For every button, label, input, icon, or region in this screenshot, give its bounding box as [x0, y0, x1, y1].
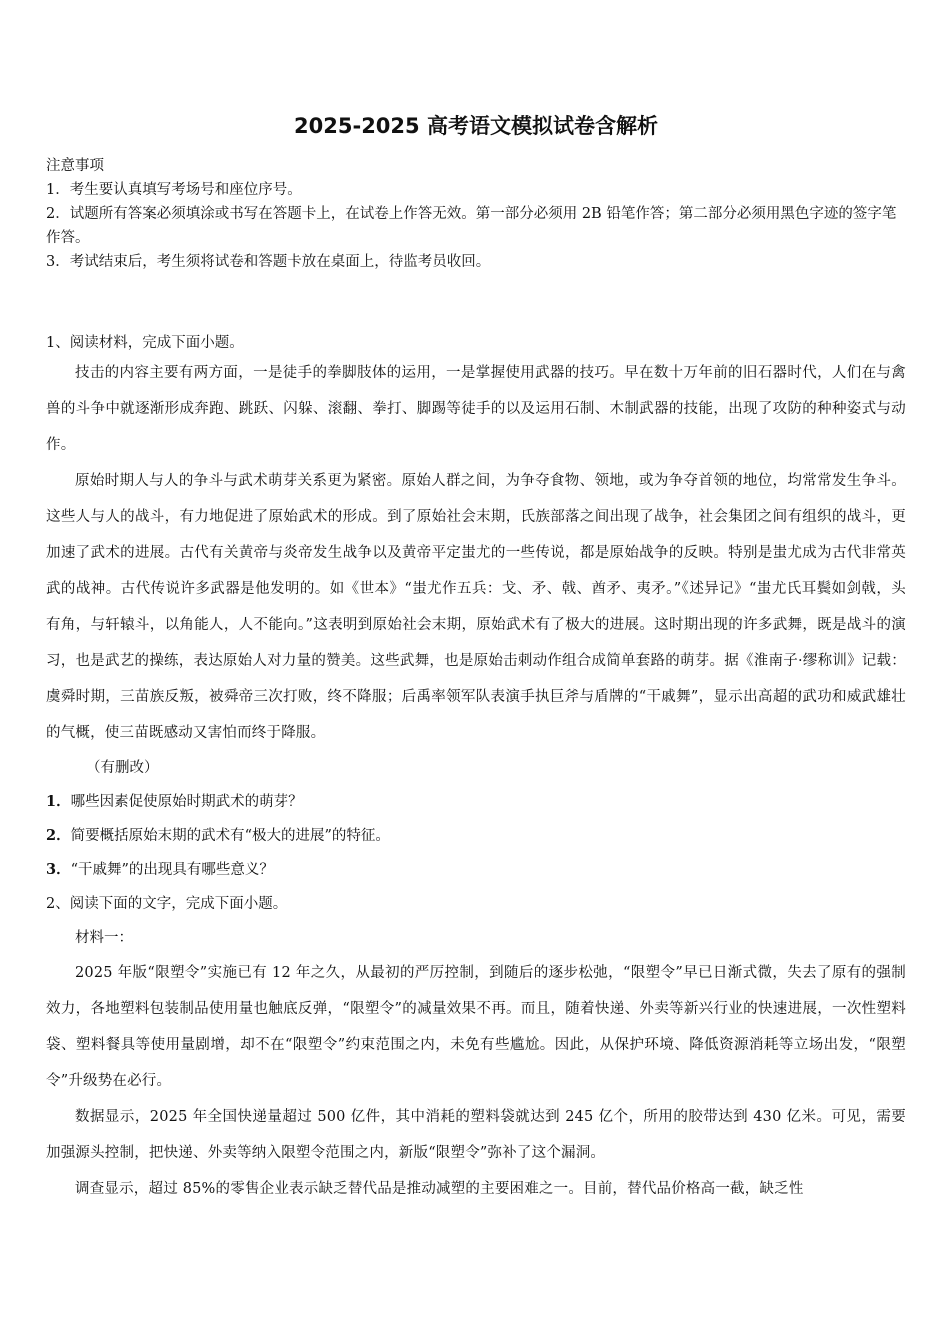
passage-paragraph: 数据显示，2025 年全国快递量超过 500 亿件，其中消耗的塑料袋就达到 245 亿个，所用的胶带达到 430 亿米。可见，需要加强源头控制，把快递、外卖等纳入限塑令范围之内，新版“限塑令”弥补了这个漏洞。 — [46, 1109, 906, 1161]
question-2-section — [46, 887, 906, 1207]
passage-paragraph: 技击的内容主要有两方面，一是徒手的拳脚肢体的运用，一是掌握使用武器的技巧。早在数十万年前的旧石器时代，人们在与禽兽的斗争中就逐渐形成奔跑、跳跃、闪躲、滚翻、拳打、脚踢等徒手的以及运用石制、木制武器的技能，出现了攻防的种种姿式与动作。 — [46, 365, 906, 453]
sub-question-text: “干戚舞”的出现具有哪些意义？ — [70, 862, 274, 878]
passage-paragraph: 原始时期人与人的争斗与武术萌芽关系更为紧密。原始人群之间，为争夺食物、领地，或为争夺首领的地位，均常常发生争斗。这些人与人的战斗，有力地促进了原始武术的形成。到了原始社会末期，氏族部落之间出现了战争，社会集团之间有组织的战斗，更加速了武术的进展。古代有关黄帝与炎帝发生战争以及黄帝平定蚩尤的一些传说，都是原始战争的反映。特别是蚩尤成为古代非常英武的战神。古代传说许多武器是他发明的。如《世本》“蚩尤作五兵：戈、矛、戟、酋矛、夷矛。”《述异记》“蚩尤氏耳鬓如剑戟，头有角，与轩辕斗，以角能人，人不能向。”这表明到原始社会末期，原始武术有了极大的进展。这时期出现的许多武舞，既是战斗的演习，也是武艺的操练，表达原始人对力量的赞美。这些武舞，也是原始击刺动作组合成简单套路的萌芽。据《淮南子·缪称训》记载：虞舜时期，三苗族反叛，被舜帝三次打败，终不降服；后禹率领军队表演手执巨斧与盾牌的“干戚舞”，显示出高超的武功和威武雄壮的气概，使三苗既感动又害怕而终于降服。 — [46, 473, 906, 741]
question-1-heading: 1、阅读材料，完成下面小题。 — [46, 335, 244, 351]
notice-section — [46, 154, 906, 274]
sub-question — [46, 785, 906, 819]
notice-item: 1．考生要认真填写考场号和座位序号。 — [46, 182, 302, 198]
sub-question-number: 3． — [46, 861, 71, 878]
sub-question-number: 1． — [46, 793, 71, 810]
sub-question-text: 简要概括原始末期的武术有“极大的进展”的特征。 — [70, 828, 390, 844]
passage-paragraph: 2025 年版“限塑令”实施已有 12 年之久，从最初的严厉控制，到随后的逐步松弛，“限塑令”早已日渐式微，失去了原有的强制效力，各地塑料包装制品使用量也触底反弹，“限塑令”的减量效果不再。而且，随着快递、外卖等新兴行业的快速进展，一次性塑料袋、塑料餐具等使用量剧增，却不在“限塑令”约束范围之内，未免有些尴尬。因此，从保护环境、降低资源消耗等立场出发，“限塑令”升级势在必行。 — [46, 965, 906, 1089]
question-1-section — [46, 331, 906, 887]
question-2-heading: 2、阅读下面的文字，完成下面小题。 — [46, 896, 288, 912]
notice-item: 3．考试结束后，考生须将试卷和答题卡放在桌面上，待监考员收回。 — [46, 254, 491, 270]
sub-question-number: 2． — [46, 827, 71, 844]
page-title: 2025-2025 高考语文模拟试卷含解析 — [294, 114, 658, 138]
document-page — [46, 110, 906, 1207]
source-note: （有删改） — [86, 760, 159, 776]
passage-paragraph: 调查显示，超过 85%的零售企业表示缺乏替代品是推动减塑的主要困难之一。目前，替代品价格高一截，缺乏性 — [75, 1181, 804, 1197]
notice-item: 2．试题所有答案必须填涂或书写在答题卡上，在试卷上作答无效。第一部分必须用 2B 铅笔作答；第二部分必须用黑色字迹的签字笔作答。 — [46, 206, 897, 246]
material-label: 材料一： — [75, 930, 133, 946]
spacer — [46, 274, 906, 327]
sub-question — [46, 853, 906, 887]
sub-question — [46, 819, 906, 853]
sub-question-text: 哪些因素促使原始时期武术的萌芽？ — [70, 794, 303, 810]
notice-heading: 注意事项 — [46, 158, 104, 174]
